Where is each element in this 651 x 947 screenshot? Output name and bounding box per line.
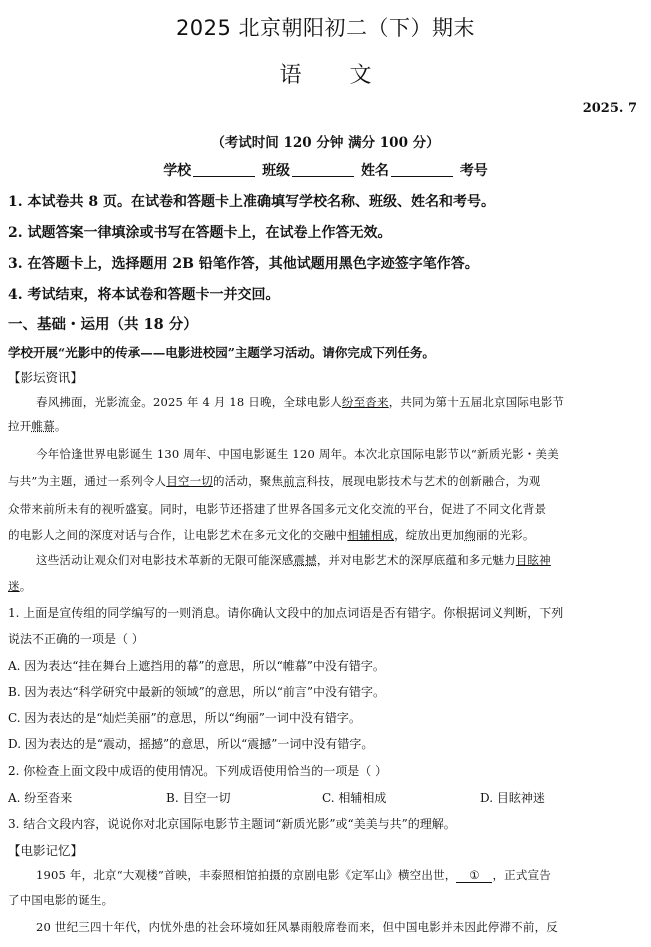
question-1-line-1: 1. 上面是宣传组的同学编写的一则消息。请你确认文段中的加点词语是否有错字。你根据词义判断，下列 <box>8 606 564 620</box>
underlined-idiom: 相辅相成 <box>347 528 395 542</box>
question-1-line-2: 说法不正确的一项是（ ） <box>8 632 144 646</box>
task-intro: 学校开展“光影中的传承——电影进校园”主题学习活动。请你完成下列任务。 <box>8 345 435 360</box>
class-blank[interactable] <box>292 162 354 177</box>
student-info-line <box>0 160 651 180</box>
paragraph-4-line-1: 1905 年，北京“大观楼”首映，丰泰照相馆拍摄的京剧电影《定军山》横空出世， ① ，正式宣告 <box>36 868 551 882</box>
exam-time-info: （考试时间 120 分钟 满分 100 分） <box>211 135 440 151</box>
paragraph-3-line-2: 迷。 <box>8 579 32 593</box>
answer-blank-1[interactable]: ① <box>456 868 492 883</box>
question-2-option-d[interactable]: D. 目眩神迷 <box>480 791 545 805</box>
dotted-word: 帷幕 <box>31 419 55 433</box>
question-1-option-a[interactable]: A. 因为表达“挂在舞台上遮挡用的幕”的意思，所以“帷幕”中没有错字。 <box>8 659 385 673</box>
dotted-word: 震撼 <box>293 553 317 567</box>
dotted-word: 前言 <box>283 474 307 488</box>
question-2: 2. 你检查上面文段中成语的使用情况。下列成语使用恰当的一项是（ ） <box>8 764 388 778</box>
section-heading: 一、基础・运用（共 18 分） <box>8 316 198 333</box>
question-1-option-c[interactable]: C. 因为表达的是“灿烂美丽”的意思，所以“绚丽”一词中没有错字。 <box>8 711 361 725</box>
name-blank[interactable] <box>391 162 453 177</box>
school-blank[interactable] <box>193 162 255 177</box>
class-label: 班级 <box>262 163 291 179</box>
name-label: 姓名 <box>360 163 389 179</box>
memory-header: 【电影记忆】 <box>8 843 84 858</box>
question-1-option-d[interactable]: D. 因为表达的是“震动，摇撼”的意思，所以“震撼”一词中没有错字。 <box>8 737 374 751</box>
school-label: 学校 <box>163 163 192 179</box>
paragraph-4-line-2: 了中国电影的诞生。 <box>8 893 114 907</box>
question-2-option-c[interactable]: C. 相辅相成 <box>322 791 387 805</box>
paragraph-2-line-3: 众带来前所未有的视听盛宴。同时，电影节还搭建了世界各国多元文化交流的平台，促进了不同文化背景 <box>8 502 547 516</box>
question-3: 3. 结合文段内容，说说你对北京国际电影节主题词“新质光影”或“美美与共”的理解。 <box>8 817 456 831</box>
instruction-3: 3. 在答题卡上，选择题用 2B 铅笔作答，其他试题用黑色字迹签字笔作答。 <box>8 256 479 272</box>
underlined-idiom: 目空一切 <box>166 474 213 488</box>
exam-date: 2025. 7 <box>582 101 637 116</box>
news-header: 【影坛资讯】 <box>8 370 84 385</box>
exam-title: 2025 北京朝阳初二（下）期末 <box>175 16 476 40</box>
underlined-idiom: 纷至沓来 <box>341 395 389 409</box>
paragraph-1-line-2: 拉开帷幕。 <box>8 419 67 433</box>
subject-title: 语文 <box>279 63 420 88</box>
paragraph-2-line-2: 与共”为主题，通过一系列令人目空一切的活动，聚焦前言科技，展现电影技术与艺术的创新融合，为观 <box>8 474 541 488</box>
dotted-word: 绚 <box>464 528 477 542</box>
question-2-option-a[interactable]: A. 纷至沓来 <box>8 791 73 805</box>
paragraph-5-line-1: 20 世纪三四十年代，内忧外患的社会环境如狂风暴雨般席卷而来，但中国电影并未因此停滞不前，反 <box>36 920 558 934</box>
instruction-1: 1. 本试卷共 8 页。在试卷和答题卡上准确填写学校名称、班级、姓名和考号。 <box>8 194 495 210</box>
paragraph-1-line-1: 春风拂面，光影流金。2025 年 4 月 18 日晚，全球电影人纷至沓来，共同为第十五届北京国际电影节 <box>36 395 565 409</box>
paragraph-2-line-4: 的电影人之间的深度对话与合作，让电影艺术在多元文化的交融中相辅相成，绽放出更加绚丽的光彩。 <box>8 528 535 542</box>
instruction-4: 4. 考试结束，将本试卷和答题卡一并交回。 <box>8 287 280 303</box>
paragraph-2-line-1: 今年恰逢世界电影诞生 130 周年、中国电影诞生 120 周年。本次北京国际电影节以“新质光影・美美 <box>36 447 559 461</box>
question-1-option-b[interactable]: B. 因为表达“科学研究中最新的领域”的意思，所以“前言”中没有错字。 <box>8 685 385 699</box>
underlined-idiom: 目眩神 <box>515 553 551 567</box>
question-2-option-b[interactable]: B. 目空一切 <box>166 791 231 805</box>
instruction-2: 2. 试题答案一律填涂或书写在答题卡上，在试卷上作答无效。 <box>8 225 392 241</box>
paragraph-3-line-1: 这些活动让观众们对电影技术革新的无限可能深感震撼，并对电影艺术的深厚底蕴和多元魅力目眩神 <box>36 553 551 567</box>
id-label: 考号 <box>459 163 488 179</box>
